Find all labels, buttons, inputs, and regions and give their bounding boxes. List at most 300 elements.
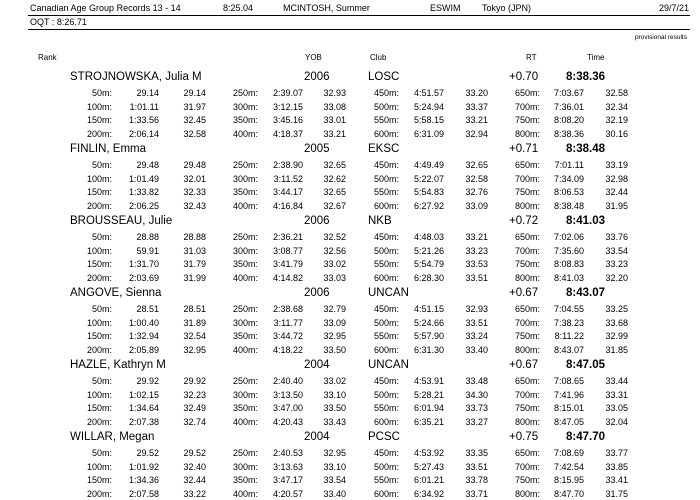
split-cell: 32.98: [605, 173, 628, 184]
split-cell: 250m:: [232, 448, 258, 458]
split-cell: 650m:: [514, 160, 540, 170]
swimmer-yob: 2006: [304, 287, 330, 299]
split-cell: 3:45.16: [272, 115, 303, 125]
split-cell: 400m:: [232, 272, 258, 283]
split-cell: 2:36.21: [272, 232, 303, 242]
split-cell: 400m:: [232, 416, 258, 427]
split-cell: 350m:: [232, 403, 258, 413]
split-cell: 800m:: [514, 128, 540, 139]
split-cell: 2:06.25: [128, 200, 159, 211]
split-cell: 33.54: [323, 475, 346, 485]
split-cell: 4:53.92: [413, 448, 444, 458]
split-cell: 800m:: [514, 416, 540, 427]
split-cell: 400m:: [232, 488, 258, 499]
split-cell: 3:12.15: [272, 101, 303, 112]
split-cell: 7:04.55: [553, 304, 584, 314]
split-cell: 5:24.66: [413, 317, 444, 328]
split-cell: 33.21: [323, 128, 346, 139]
split-cell: 2:38.68: [272, 304, 303, 314]
swimmer-name: HAZLE, Kathryn M: [70, 359, 166, 371]
split-cell: 5:21.26: [413, 245, 444, 256]
split-cell: 300m:: [232, 389, 258, 400]
split-cell: 33.51: [465, 272, 488, 283]
split-cell: 32.56: [323, 245, 346, 256]
oqt-label: OQT : 8:26.71: [30, 17, 87, 27]
split-cell: 7:41.96: [553, 389, 584, 400]
swimmer-name: ANGOVE, Sienna: [70, 287, 162, 299]
record-title: Canadian Age Group Records 13 - 14: [30, 3, 181, 13]
split-cell: 500m:: [373, 101, 399, 112]
swimmer-reaction-time: +0.67: [509, 287, 539, 299]
split-cell: 31.03: [183, 245, 206, 256]
split-cell: 33.24: [465, 331, 488, 341]
split-cell: 8:47.70: [553, 488, 584, 499]
split-cell: 3:41.79: [272, 259, 303, 269]
split-cell: 32.20: [605, 272, 628, 283]
record-holder: MCINTOSH, Summer: [283, 3, 370, 13]
split-cell: 32.94: [465, 128, 488, 139]
split-cell: 5:28.21: [413, 389, 444, 400]
split-cell: 30.16: [605, 128, 628, 139]
split-cell: 32.95: [323, 331, 346, 341]
split-cell: 150m:: [86, 187, 112, 197]
split-cell: 33.44: [605, 376, 628, 386]
split-cell: 31.99: [183, 272, 206, 283]
split-cell: 32.45: [183, 115, 206, 125]
split-cell: 800m:: [514, 272, 540, 283]
split-cell: 32.04: [605, 416, 628, 427]
split-cell: 1:33.56: [128, 115, 159, 125]
split-cell: 28.88: [183, 232, 206, 242]
split-cell: 32.58: [183, 128, 206, 139]
swimmer-yob: 2004: [304, 431, 330, 443]
swimmer-final-time: 8:41.03: [566, 215, 606, 227]
split-cell: 3:44.72: [272, 331, 303, 341]
split-cell: 4:14.82: [272, 272, 303, 283]
split-cell: 1:34.64: [128, 403, 159, 413]
swimmer-yob: 2005: [304, 143, 330, 155]
split-cell: 28.88: [136, 232, 159, 242]
split-cell: 4:53.91: [413, 376, 444, 386]
split-cell: 800m:: [514, 344, 540, 355]
split-cell: 33.19: [605, 160, 628, 170]
split-cell: 5:27.43: [413, 461, 444, 472]
split-cell: 500m:: [373, 461, 399, 472]
swimmer-yob: 2004: [304, 359, 330, 371]
split-cell: 34.30: [465, 389, 488, 400]
split-cell: 100m:: [86, 245, 112, 256]
split-cell: 31.85: [605, 344, 628, 355]
split-cell: 32.67: [323, 200, 346, 211]
split-cell: 700m:: [514, 461, 540, 472]
split-cell: 750m:: [514, 115, 540, 125]
split-cell: 32.99: [605, 331, 628, 341]
split-cell: 600m:: [373, 272, 399, 283]
split-cell: 650m:: [514, 448, 540, 458]
split-cell: 1:01.49: [128, 173, 159, 184]
split-cell: 8:08.83: [553, 259, 584, 269]
split-cell: 6:34.92: [413, 488, 444, 499]
split-cell: 5:54.79: [413, 259, 444, 269]
split-cell: 1:01.92: [128, 461, 159, 472]
split-cell: 32.65: [323, 187, 346, 197]
split-cell: 32.52: [323, 232, 346, 242]
split-cell: 700m:: [514, 389, 540, 400]
split-cell: 50m:: [91, 88, 112, 98]
split-cell: 33.77: [605, 448, 628, 458]
split-cell: 32.58: [605, 88, 628, 98]
swimmer-yob: 2006: [304, 71, 330, 83]
split-cell: 650m:: [514, 88, 540, 98]
split-cell: 33.31: [605, 389, 628, 400]
split-cell: 32.43: [183, 200, 206, 211]
split-cell: 1:00.40: [128, 317, 159, 328]
split-cell: 6:28.30: [413, 272, 444, 283]
split-cell: 7:02.06: [553, 232, 584, 242]
split-cell: 650m:: [514, 376, 540, 386]
split-cell: 32.44: [183, 475, 206, 485]
split-cell: 100m:: [86, 389, 112, 400]
split-cell: 1:01.11: [129, 101, 159, 112]
split-cell: 100m:: [86, 173, 112, 184]
split-cell: 7:42.54: [553, 461, 584, 472]
split-cell: 300m:: [232, 317, 258, 328]
split-cell: 550m:: [373, 187, 399, 197]
split-cell: 450m:: [373, 88, 399, 98]
split-cell: 750m:: [514, 259, 540, 269]
split-cell: 600m:: [373, 344, 399, 355]
split-cell: 31.79: [183, 259, 206, 269]
split-cell: 33.22: [183, 488, 206, 499]
split-cell: 2:38.90: [272, 160, 303, 170]
split-cell: 7:35.60: [553, 245, 584, 256]
split-cell: 33.40: [323, 488, 346, 499]
split-cell: 200m:: [86, 128, 112, 139]
split-cell: 500m:: [373, 389, 399, 400]
split-cell: 33.41: [605, 475, 628, 485]
split-cell: 150m:: [86, 475, 112, 485]
split-cell: 4:20.57: [272, 488, 303, 499]
split-cell: 300m:: [232, 173, 258, 184]
split-cell: 33.08: [323, 101, 346, 112]
oqt-divider: [28, 29, 690, 30]
split-cell: 4:49.49: [413, 160, 444, 170]
swimmer-yob: 2006: [304, 215, 330, 227]
split-cell: 100m:: [86, 317, 112, 328]
split-cell: 33.35: [465, 448, 488, 458]
split-cell: 4:51.57: [413, 88, 444, 98]
split-cell: 3:47.00: [272, 403, 303, 413]
split-cell: 500m:: [373, 173, 399, 184]
split-cell: 33.50: [323, 403, 346, 413]
split-cell: 600m:: [373, 416, 399, 427]
split-cell: 4:18.22: [272, 344, 303, 355]
split-cell: 28.51: [136, 304, 159, 314]
split-cell: 33.40: [465, 344, 488, 355]
split-cell: 8:11.22: [554, 331, 584, 341]
split-cell: 33.25: [605, 304, 628, 314]
split-cell: 750m:: [514, 331, 540, 341]
split-cell: 32.40: [183, 461, 206, 472]
split-cell: 33.10: [323, 461, 346, 472]
split-cell: 2:07.38: [128, 416, 159, 427]
split-cell: 50m:: [91, 304, 112, 314]
split-cell: 1:32.94: [128, 331, 159, 341]
swimmer-name: STROJNOWSKA, Julia M: [70, 71, 202, 83]
split-cell: 32.74: [183, 416, 206, 427]
split-cell: 29.52: [183, 448, 206, 458]
split-cell: 250m:: [232, 232, 258, 242]
split-cell: 8:08.20: [553, 115, 584, 125]
split-cell: 2:40.40: [272, 376, 303, 386]
split-cell: 400m:: [232, 128, 258, 139]
split-cell: 2:06.14: [128, 128, 159, 139]
split-cell: 5:22.07: [413, 173, 444, 184]
split-cell: 200m:: [86, 200, 112, 211]
swimmer-reaction-time: +0.67: [509, 359, 539, 371]
split-cell: 28.51: [183, 304, 206, 314]
split-cell: 33.27: [465, 416, 488, 427]
swimmer-club: LOSC: [368, 71, 400, 83]
split-cell: 32.62: [323, 173, 346, 184]
split-cell: 350m:: [232, 187, 258, 197]
split-cell: 750m:: [514, 403, 540, 413]
split-cell: 600m:: [373, 488, 399, 499]
split-cell: 350m:: [232, 259, 258, 269]
record-club: ESWIM: [430, 3, 461, 13]
split-cell: 700m:: [514, 245, 540, 256]
split-cell: 700m:: [514, 173, 540, 184]
split-cell: 450m:: [373, 160, 399, 170]
split-cell: 150m:: [86, 115, 112, 125]
split-cell: 33.09: [465, 200, 488, 211]
split-cell: 5:57.90: [413, 331, 444, 341]
split-cell: 3:13.63: [272, 461, 303, 472]
split-cell: 32.76: [465, 187, 488, 197]
split-cell: 7:34.09: [553, 173, 584, 184]
split-cell: 500m:: [373, 317, 399, 328]
split-cell: 750m:: [514, 475, 540, 485]
split-cell: 3:13.50: [272, 389, 303, 400]
split-cell: 7:36.01: [553, 101, 584, 112]
split-cell: 600m:: [373, 200, 399, 211]
split-cell: 32.34: [605, 101, 628, 112]
split-cell: 250m:: [232, 160, 258, 170]
record-date: 29/7/21: [658, 3, 689, 13]
split-cell: 150m:: [86, 403, 112, 413]
swimmer-name: FINLIN, Emma: [70, 143, 147, 155]
split-cell: 100m:: [86, 461, 112, 472]
split-cell: 8:15.95: [553, 475, 584, 485]
split-cell: 700m:: [514, 317, 540, 328]
rank-column-header: Rank: [38, 53, 57, 62]
swimmer-club: NKB: [368, 215, 392, 227]
provisional-note: provisional results: [634, 34, 687, 41]
split-cell: 7:38.23: [553, 317, 584, 328]
split-cell: 550m:: [373, 331, 399, 341]
header-divider: [28, 15, 690, 16]
record-time: 8:25.04: [223, 3, 254, 13]
split-cell: 50m:: [91, 448, 112, 458]
split-cell: 300m:: [232, 245, 258, 256]
split-cell: 29.92: [136, 376, 159, 386]
split-cell: 1:34.36: [128, 475, 159, 485]
split-cell: 450m:: [373, 376, 399, 386]
split-cell: 29.14: [183, 88, 206, 98]
split-cell: 1:33.82: [128, 187, 159, 197]
record-venue: Tokyo (JPN): [482, 3, 532, 13]
split-cell: 300m:: [232, 101, 258, 112]
split-cell: 800m:: [514, 200, 540, 211]
split-cell: 2:05.89: [128, 344, 159, 355]
split-cell: 32.93: [465, 304, 488, 314]
split-cell: 31.97: [183, 101, 206, 112]
split-cell: 31.95: [605, 200, 628, 211]
split-cell: 200m:: [86, 416, 112, 427]
split-cell: 50m:: [91, 376, 112, 386]
split-cell: 33.23: [465, 245, 488, 256]
split-cell: 250m:: [232, 88, 258, 98]
split-cell: 32.19: [605, 115, 628, 125]
split-cell: 1:31.70: [128, 259, 159, 269]
split-cell: 3:44.17: [272, 187, 303, 197]
split-cell: 4:16.84: [272, 200, 303, 211]
split-cell: 600m:: [373, 128, 399, 139]
split-cell: 32.58: [465, 173, 488, 184]
split-cell: 800m:: [514, 488, 540, 499]
split-cell: 3:11.77: [273, 317, 303, 328]
split-cell: 650m:: [514, 232, 540, 242]
swimmer-reaction-time: +0.71: [509, 143, 539, 155]
split-cell: 3:08.77: [272, 245, 303, 256]
split-cell: 33.23: [605, 259, 628, 269]
split-cell: 4:18.37: [272, 128, 303, 139]
swimmer-club: UNCAN: [368, 287, 409, 299]
split-cell: 33.53: [465, 259, 488, 269]
split-cell: 29.52: [136, 448, 159, 458]
split-cell: 650m:: [514, 304, 540, 314]
split-cell: 550m:: [373, 115, 399, 125]
split-cell: 2:07.58: [128, 488, 159, 499]
split-cell: 33.21: [465, 115, 488, 125]
swimmer-reaction-time: +0.70: [509, 71, 539, 83]
split-cell: 150m:: [86, 331, 112, 341]
split-cell: 5:58.15: [413, 115, 444, 125]
swimmer-club: UNCAN: [368, 359, 409, 371]
split-cell: 3:11.52: [273, 173, 303, 184]
swimmer-reaction-time: +0.72: [509, 215, 539, 227]
split-cell: 450m:: [373, 304, 399, 314]
swimmer-name: WILLAR, Megan: [70, 431, 155, 443]
split-cell: 6:01.94: [413, 403, 444, 413]
split-cell: 32.95: [323, 448, 346, 458]
swimmer-final-time: 8:38.48: [566, 143, 606, 155]
split-cell: 7:08.69: [553, 448, 584, 458]
split-cell: 32.49: [183, 403, 206, 413]
split-cell: 33.50: [323, 344, 346, 355]
split-cell: 32.01: [183, 173, 206, 184]
swimmer-final-time: 8:43.07: [566, 287, 606, 299]
split-cell: 32.95: [183, 344, 206, 355]
split-cell: 33.48: [465, 376, 488, 386]
split-cell: 450m:: [373, 448, 399, 458]
split-cell: 33.03: [323, 272, 346, 283]
split-cell: 33.01: [323, 115, 346, 125]
club-column-header: Club: [370, 53, 387, 62]
split-cell: 6:31.30: [413, 344, 444, 355]
split-cell: 400m:: [232, 344, 258, 355]
split-cell: 7:08.65: [553, 376, 584, 386]
split-cell: 550m:: [373, 403, 399, 413]
split-cell: 200m:: [86, 488, 112, 499]
split-cell: 33.43: [323, 416, 346, 427]
yob-column-header: YOB: [305, 53, 322, 62]
split-cell: 4:51.15: [413, 304, 444, 314]
split-cell: 450m:: [373, 232, 399, 242]
split-cell: 200m:: [86, 272, 112, 283]
rt-column-header: RT: [526, 53, 537, 62]
split-cell: 33.37: [465, 101, 488, 112]
swimmer-name: BROUSSEAU, Julie: [70, 215, 173, 227]
split-cell: 4:20.43: [272, 416, 303, 427]
split-cell: 50m:: [91, 232, 112, 242]
split-cell: 150m:: [86, 259, 112, 269]
split-cell: 8:43.07: [553, 344, 584, 355]
split-cell: 2:40.53: [272, 448, 303, 458]
swimmer-final-time: 8:47.70: [566, 431, 606, 443]
swimmer-club: PCSC: [368, 431, 400, 443]
split-cell: 33.02: [323, 259, 346, 269]
split-cell: 31.89: [183, 317, 206, 328]
split-cell: 33.76: [605, 232, 628, 242]
split-cell: 350m:: [232, 331, 258, 341]
split-cell: 33.20: [465, 88, 488, 98]
split-cell: 6:31.09: [413, 128, 444, 139]
split-cell: 6:27.92: [413, 200, 444, 211]
split-cell: 8:15.01: [553, 403, 584, 413]
split-cell: 33.09: [323, 317, 346, 328]
split-cell: 350m:: [232, 475, 258, 485]
swimmer-final-time: 8:38.36: [566, 71, 606, 83]
split-cell: 33.05: [605, 403, 628, 413]
split-cell: 32.65: [323, 160, 346, 170]
split-cell: 33.68: [605, 317, 628, 328]
split-cell: 8:38.48: [553, 200, 584, 211]
split-cell: 29.48: [183, 160, 206, 170]
split-cell: 33.21: [465, 232, 488, 242]
split-cell: 550m:: [373, 259, 399, 269]
split-cell: 5:24.94: [413, 101, 444, 112]
split-cell: 250m:: [232, 376, 258, 386]
split-cell: 33.51: [465, 461, 488, 472]
split-cell: 33.51: [465, 317, 488, 328]
split-cell: 50m:: [91, 160, 112, 170]
split-cell: 32.93: [323, 88, 346, 98]
split-cell: 33.78: [465, 475, 488, 485]
split-cell: 8:38.36: [553, 128, 584, 139]
split-cell: 31.75: [605, 488, 628, 499]
split-cell: 200m:: [86, 344, 112, 355]
split-cell: 33.85: [605, 461, 628, 472]
split-cell: 32.79: [323, 304, 346, 314]
split-cell: 32.65: [465, 160, 488, 170]
split-cell: 2:39.07: [272, 88, 303, 98]
split-cell: 8:41.03: [553, 272, 584, 283]
split-cell: 3:47.17: [272, 475, 303, 485]
split-cell: 700m:: [514, 101, 540, 112]
split-cell: 33.10: [323, 389, 346, 400]
split-cell: 400m:: [232, 200, 258, 211]
